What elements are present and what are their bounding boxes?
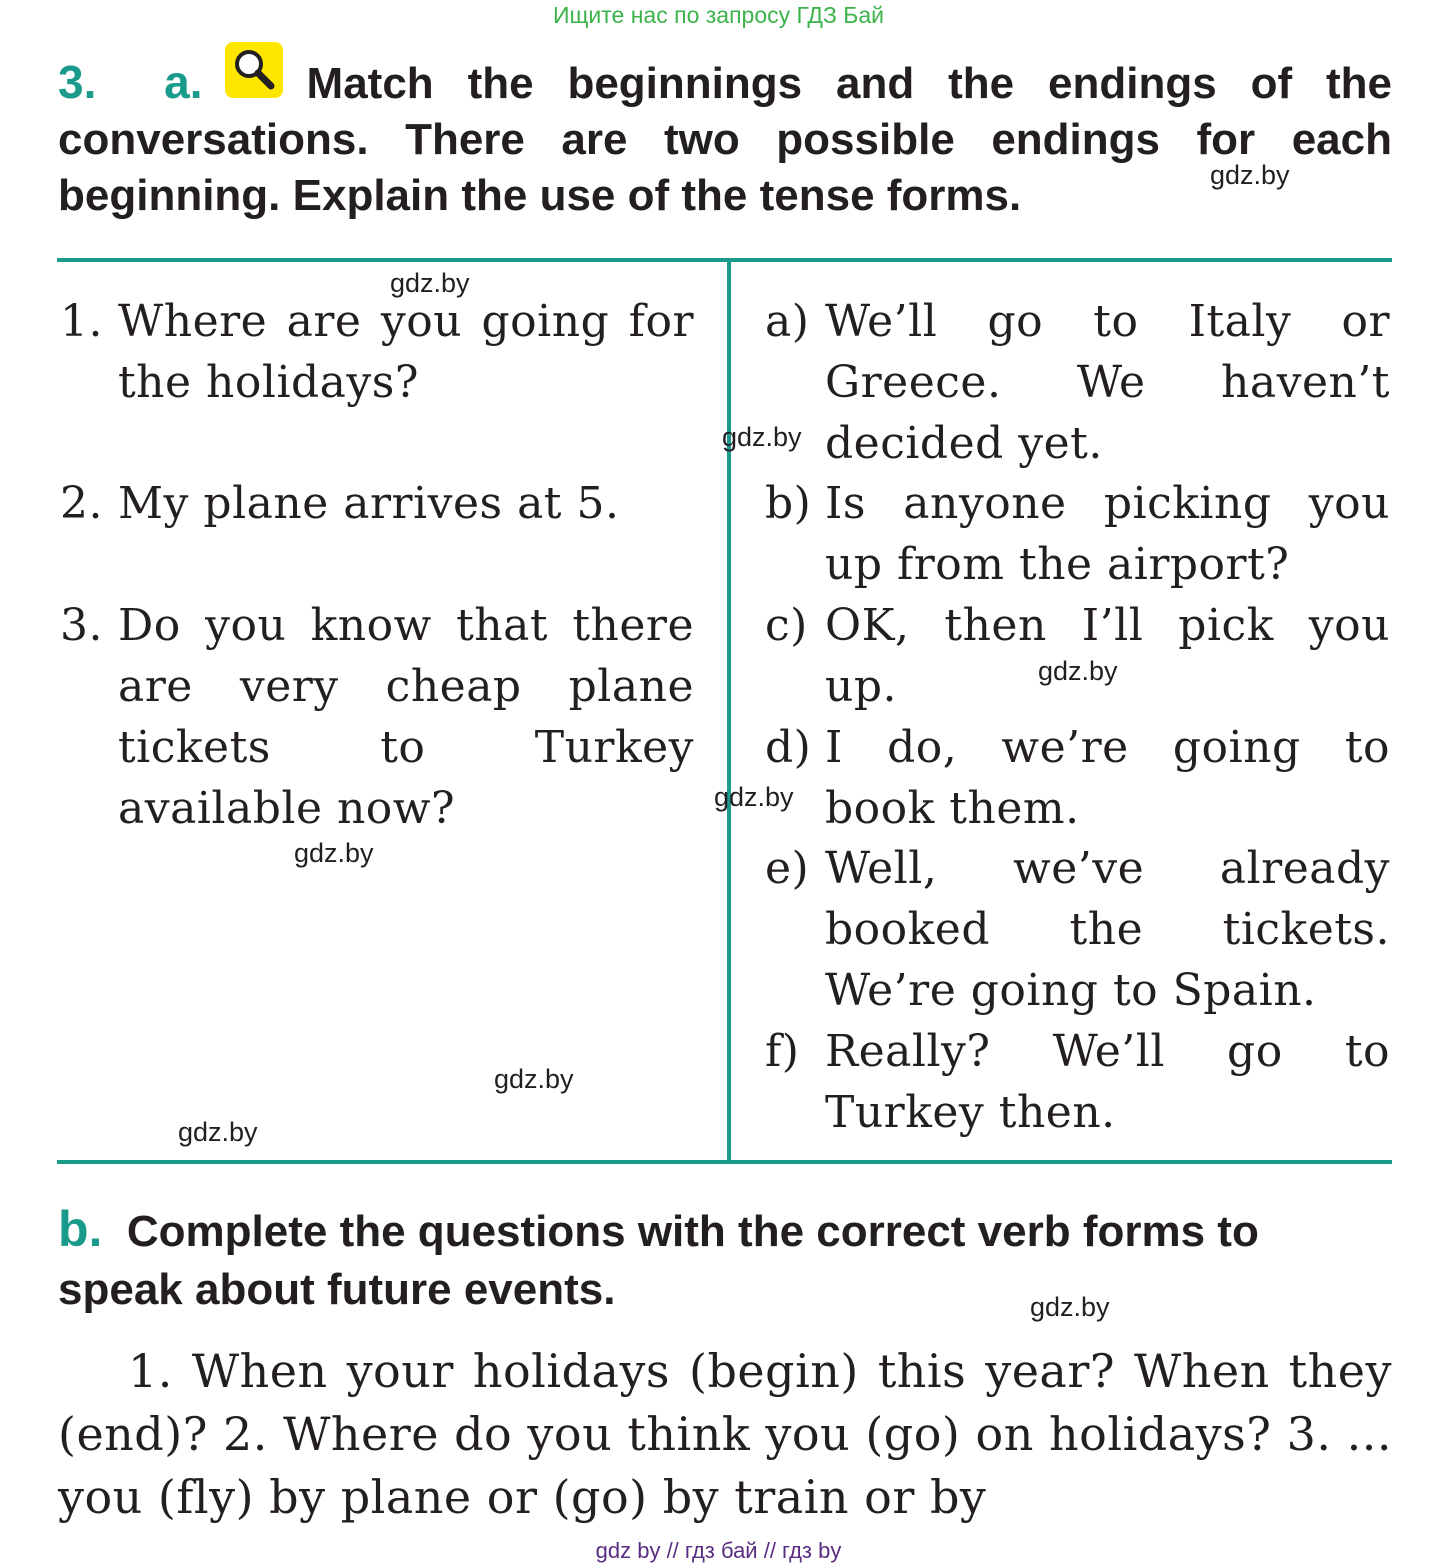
task-a-heading bbox=[58, 54, 1392, 224]
watermark: gdz.by bbox=[714, 782, 794, 812]
beginning-label: 1. bbox=[60, 296, 103, 347]
ending-item bbox=[765, 717, 1390, 839]
beginning-label: 3. bbox=[60, 600, 103, 651]
ending-item bbox=[765, 473, 1390, 595]
ending-text: I do, we’re going to book them. bbox=[825, 722, 1390, 834]
beginning-text: Do you know that there are very cheap plane tickets to Turkey available now? bbox=[118, 600, 694, 834]
watermark: gdz.by bbox=[294, 838, 374, 868]
beginning-label: 2. bbox=[60, 478, 103, 529]
task-a-instruction: Match the beginnings and the endings of the conversations. There are two possible endings for each beginning. Explain the use of the tense forms. bbox=[58, 59, 1393, 220]
watermark: gdz.by bbox=[1030, 1292, 1110, 1322]
ending-text: Really? We’ll go to Turkey then. bbox=[825, 1026, 1390, 1138]
watermark: gdz.by bbox=[722, 422, 802, 452]
beginning-item bbox=[60, 291, 694, 413]
footer-watermark: gdz by // гдз бай // гдз by bbox=[595, 1538, 842, 1563]
ending-item bbox=[765, 291, 1390, 474]
ending-text: OK, then I’ll pick you up. bbox=[825, 600, 1390, 712]
ending-label: c) bbox=[765, 600, 808, 651]
watermark: gdz.by bbox=[494, 1064, 574, 1094]
ending-text: Is anyone picking you up from the airport? bbox=[825, 478, 1390, 590]
magnifier-icon bbox=[225, 42, 283, 98]
watermark: gdz.by bbox=[390, 268, 470, 298]
ending-label: e) bbox=[765, 843, 810, 894]
task-a-letter: a. bbox=[164, 56, 203, 108]
ending-label: d) bbox=[765, 722, 812, 773]
ending-label: f) bbox=[765, 1026, 800, 1077]
ending-item bbox=[765, 1021, 1390, 1143]
ending-text: Well, we’ve already booked the tickets. We’re going to Spain. bbox=[825, 843, 1390, 1016]
table-top-rule bbox=[57, 258, 1392, 262]
beginning-item bbox=[60, 595, 694, 839]
ending-label: a) bbox=[765, 296, 810, 347]
task-b-instruction: Complete the questions with the correct verb forms to speak about future events. bbox=[58, 1207, 1259, 1314]
beginning-text: Where are you going for the holidays? bbox=[118, 296, 694, 408]
watermark: gdz.by bbox=[178, 1117, 258, 1147]
task-b-exercise: 1. When your holidays (begin) this year? When they (end)? 2. Where do you think you (go) on holidays? 3. ... you (fly) by plane or (go) by train or by bbox=[58, 1344, 1392, 1524]
task-b-letter: b. bbox=[58, 1201, 103, 1257]
ending-item bbox=[765, 838, 1390, 1021]
beginning-item bbox=[60, 473, 694, 534]
table-bottom-rule bbox=[57, 1160, 1392, 1164]
watermark: gdz.by bbox=[1210, 160, 1290, 190]
task-b-heading bbox=[58, 1200, 1392, 1319]
table-column-divider bbox=[727, 262, 731, 1162]
beginning-text: My plane arrives at 5. bbox=[118, 478, 620, 529]
watermark: gdz.by bbox=[1038, 656, 1118, 686]
ending-label: b) bbox=[765, 478, 812, 529]
exercise-number: 3. bbox=[58, 56, 97, 108]
top-banner: Ищите нас по запросу ГДЗ Бай bbox=[552, 2, 885, 28]
ending-text: We’ll go to Italy or Greece. We haven’t decided yet. bbox=[825, 296, 1390, 469]
